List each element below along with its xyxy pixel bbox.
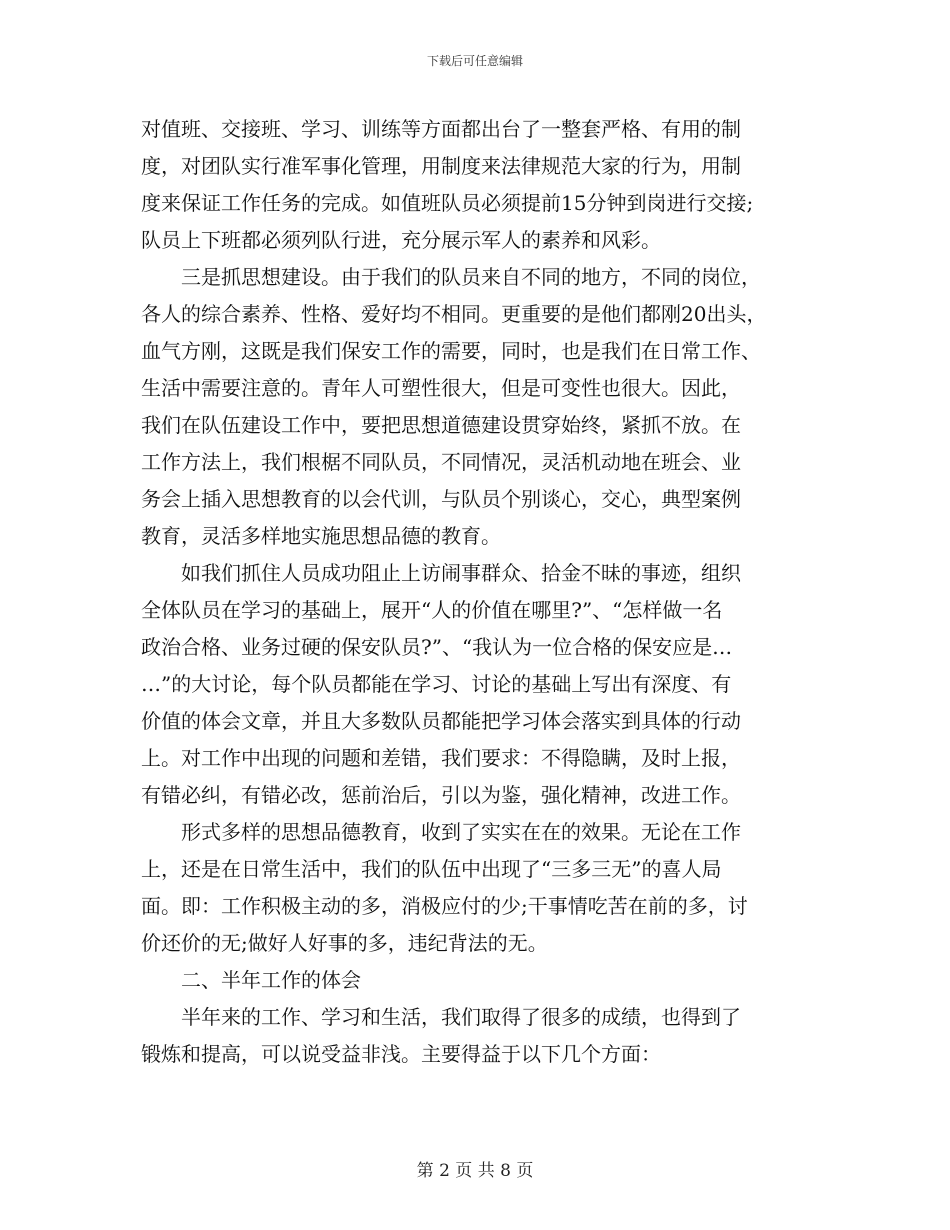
text-line: 如我们抓住人员成功阻止上访闹事群众、拾金不昧的事迹，组织 xyxy=(141,561,741,585)
text-line: 生活中需要注意的。青年人可塑性很大，但是可变性也很大。因此， xyxy=(141,376,741,400)
text-line: 政治合格、业务过硬的保安队员?”、“我认为一位合格的保安应是… xyxy=(141,635,733,659)
text-line: 半年来的工作、学习和生活，我们取得了很多的成绩，也得到了 xyxy=(141,1005,741,1029)
text-line: 锻炼和提高，可以说受益非浅。主要得益于以下几个方面： xyxy=(141,1042,661,1066)
text-line: 形式多样的思想品德教育，收到了实实在在的效果。无论在工作 xyxy=(141,820,741,844)
page-header: 下载后可任意编辑 xyxy=(426,54,523,68)
text-line: 各人的综合素养、性格、爱好均不相同。更重要的是他们都刚20出头， xyxy=(141,302,767,326)
text-line: 对值班、交接班、学习、训练等方面都出台了一整套严格、有用的制 xyxy=(141,117,741,141)
document-body xyxy=(141,114,813,1076)
text-line: 度来保证工作任务的完成。如值班队员必须提前15分钟到岗进行交接; xyxy=(141,191,754,215)
text-line: …”的大讨论，每个队员都能在学习、讨论的基础上写出有深度、有 xyxy=(141,672,732,696)
page-number-footer: 第 2 页 共 8 页 xyxy=(416,1161,534,1181)
text-line: 全体队员在学习的基础上，展开“人的价值在哪里?”、“怎样做一名 xyxy=(141,598,723,622)
text-line: 面。即：工作积极主动的多，消极应付的少;干事情吃苦在前的多，讨 xyxy=(141,894,748,918)
text-line: 价值的体会文章，并且大多数队员都能把学习体会落实到具体的行动 xyxy=(141,709,741,733)
text-line: 工作方法上，我们根椐不同队员，不同情况，灵活机动地在班会、业 xyxy=(141,450,741,474)
text-line: 务会上插入思想教育的以会代训，与队员个别谈心，交心，典型案例 xyxy=(141,487,741,511)
text-line: 度，对团队实行准军事化管理，用制度来法律规范大家的行为，用制 xyxy=(141,154,741,178)
text-line: 上。对工作中出现的问题和差错，我们要求：不得隐瞒，及时上报， xyxy=(141,746,741,770)
text-line: 价还价的无;做好人好事的多，违纪背法的无。 xyxy=(141,931,548,955)
text-line: 血气方刚，这既是我们保安工作的需要，同时，也是我们在日常工作、 xyxy=(141,339,761,363)
text-line: 有错必纠，有错必改，惩前治后，引以为鉴，强化精神，改进工作。 xyxy=(141,783,741,807)
text-line: 我们在队伍建设工作中，要把思想道德建设贯穿始终，紧抓不放。在 xyxy=(141,413,741,437)
text-line: 教育，灵活多样地实施思想品德的教育。 xyxy=(141,524,501,548)
text-line: 三是抓思想建设。由于我们的队员来自不同的地方，不同的岗位， xyxy=(141,265,761,289)
text-line: 上，还是在日常生活中，我们的队伍中出现了“三多三无”的喜人局 xyxy=(141,857,722,881)
section-heading: 二、半年工作的体会 xyxy=(141,968,361,992)
text-line: 队员上下班都必须列队行进，充分展示军人的素养和风彩。 xyxy=(141,228,661,252)
